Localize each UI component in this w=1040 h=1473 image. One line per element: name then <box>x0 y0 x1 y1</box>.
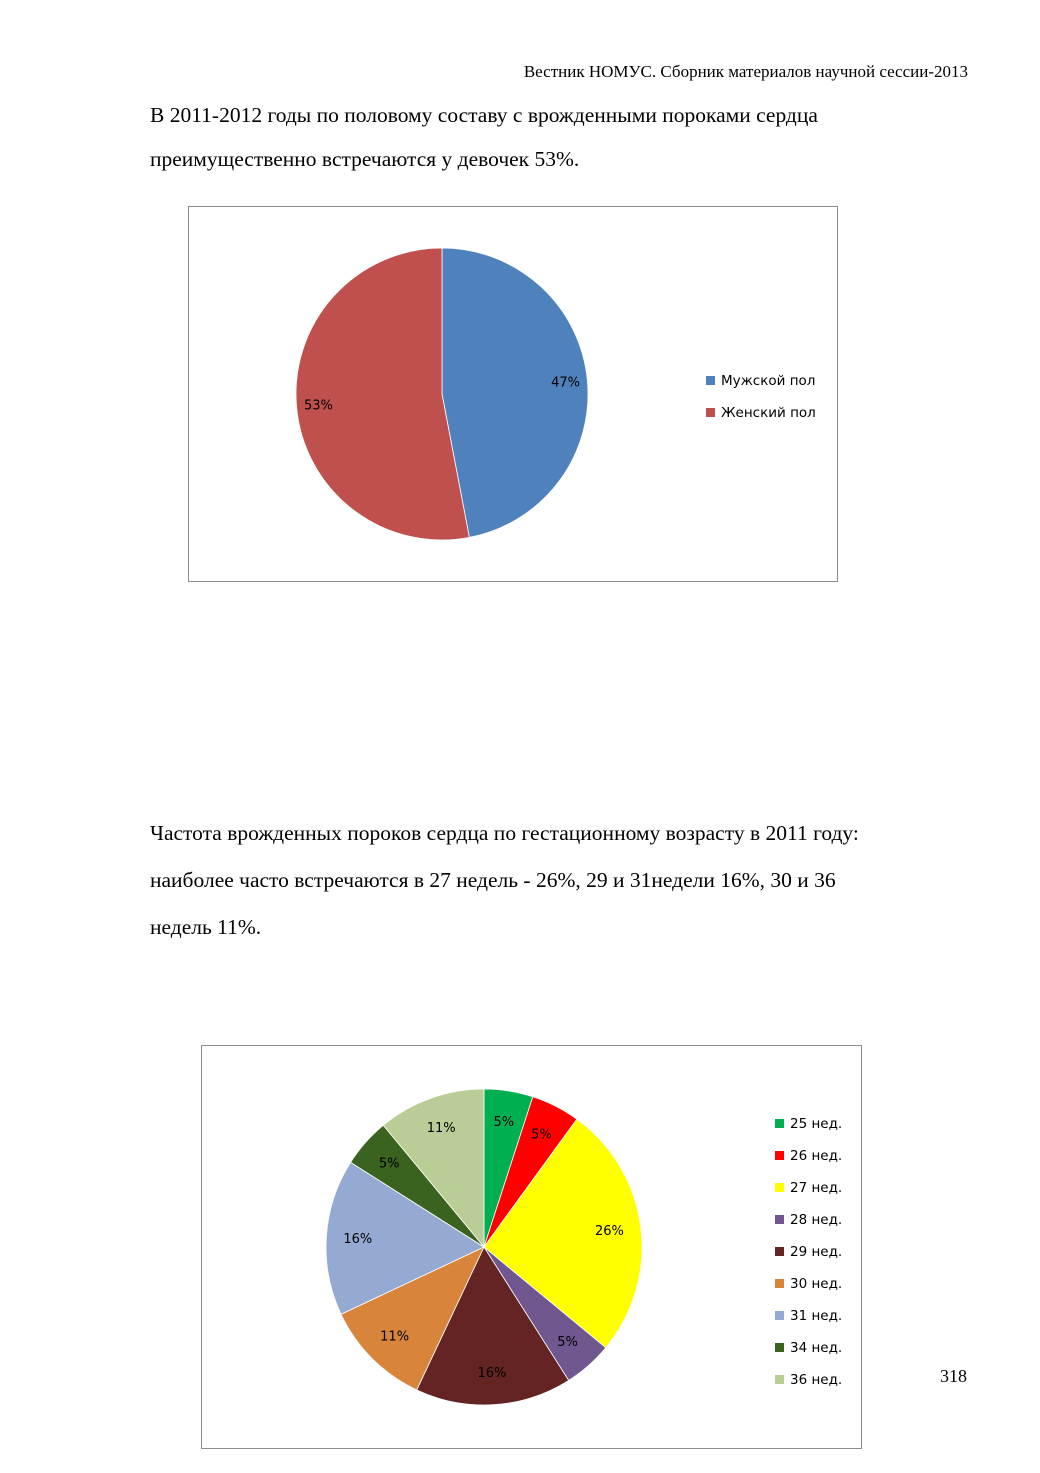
data-label-34-нед: 5% <box>378 1156 400 1172</box>
data-label-30-нед: 11% <box>380 1329 410 1345</box>
running-header: Вестник НОМУС. Сборник материалов научной сессии-2013 <box>523 62 968 81</box>
legend-swatch-34-нед <box>775 1343 784 1352</box>
legend-label-29-нед: 29 нед. <box>790 1244 843 1260</box>
paragraph-gestational-age <box>150 810 980 951</box>
legend-swatch-26-нед <box>775 1151 784 1160</box>
paragraph-sex-composition <box>150 93 980 181</box>
data-label-25-нед: 5% <box>493 1115 515 1131</box>
data-label-28-нед: 5% <box>557 1334 578 1350</box>
data-label-мужской-пол: 47% <box>551 375 581 391</box>
page-number: 318 <box>940 1366 967 1386</box>
gestational-age-pie-chart <box>201 1045 862 1449</box>
sex-pie-chart-svg <box>189 207 837 581</box>
legend-label-36-нед: 36 нед. <box>790 1372 843 1388</box>
legend-label-мужской-пол: Мужской пол <box>721 373 816 389</box>
legend-label-26-нед: 26 нед. <box>790 1148 843 1164</box>
legend-label-27-нед: 27 нед. <box>790 1180 843 1196</box>
legend-swatch-женский-пол <box>706 408 715 417</box>
legend-swatch-29-нед <box>775 1247 784 1256</box>
legend-swatch-27-нед <box>775 1183 784 1192</box>
legend-label-34-нед: 34 нед. <box>790 1340 843 1356</box>
legend-swatch-31-нед <box>775 1311 784 1320</box>
data-label-36-нед: 11% <box>426 1121 456 1137</box>
data-label-27-нед: 26% <box>594 1224 624 1240</box>
legend-swatch-30-нед <box>775 1279 784 1288</box>
pie-slice-мужской-пол <box>442 248 588 537</box>
legend-label-25-нед: 25 нед. <box>790 1116 843 1132</box>
legend-swatch-мужской-пол <box>706 376 715 385</box>
paragraph-line: Частота врожденных пороков сердца по гестационному возрасту в 2011 году: <box>150 821 859 845</box>
data-label-31-нед: 16% <box>343 1232 373 1248</box>
gestational-age-pie-chart-svg <box>202 1046 861 1448</box>
legend-label-женский-пол: Женский пол <box>721 405 816 421</box>
paragraph-line: В 2011-2012 годы по половому составу с врожденными пороками сердца <box>150 103 818 127</box>
legend-swatch-25-нед <box>775 1119 784 1128</box>
data-label-женский-пол: 53% <box>303 398 333 414</box>
data-label-26-нед: 5% <box>531 1127 552 1143</box>
data-label-29-нед: 16% <box>477 1366 507 1382</box>
paragraph-line: преимущественно встречаются у девочек 53%. <box>150 147 580 171</box>
sex-pie-chart <box>188 206 838 582</box>
legend-label-31-нед: 31 нед. <box>790 1308 843 1324</box>
paragraph-line: недель 11%. <box>150 915 262 939</box>
legend-swatch-28-нед <box>775 1215 784 1224</box>
paragraph-line: наиболее часто встречаются в 27 недель - 26%, 29 и 31недели 16%, 30 и 36 <box>150 868 836 892</box>
legend-label-28-нед: 28 нед. <box>790 1212 843 1228</box>
legend-swatch-36-нед <box>775 1375 784 1384</box>
legend-label-30-нед: 30 нед. <box>790 1276 843 1292</box>
